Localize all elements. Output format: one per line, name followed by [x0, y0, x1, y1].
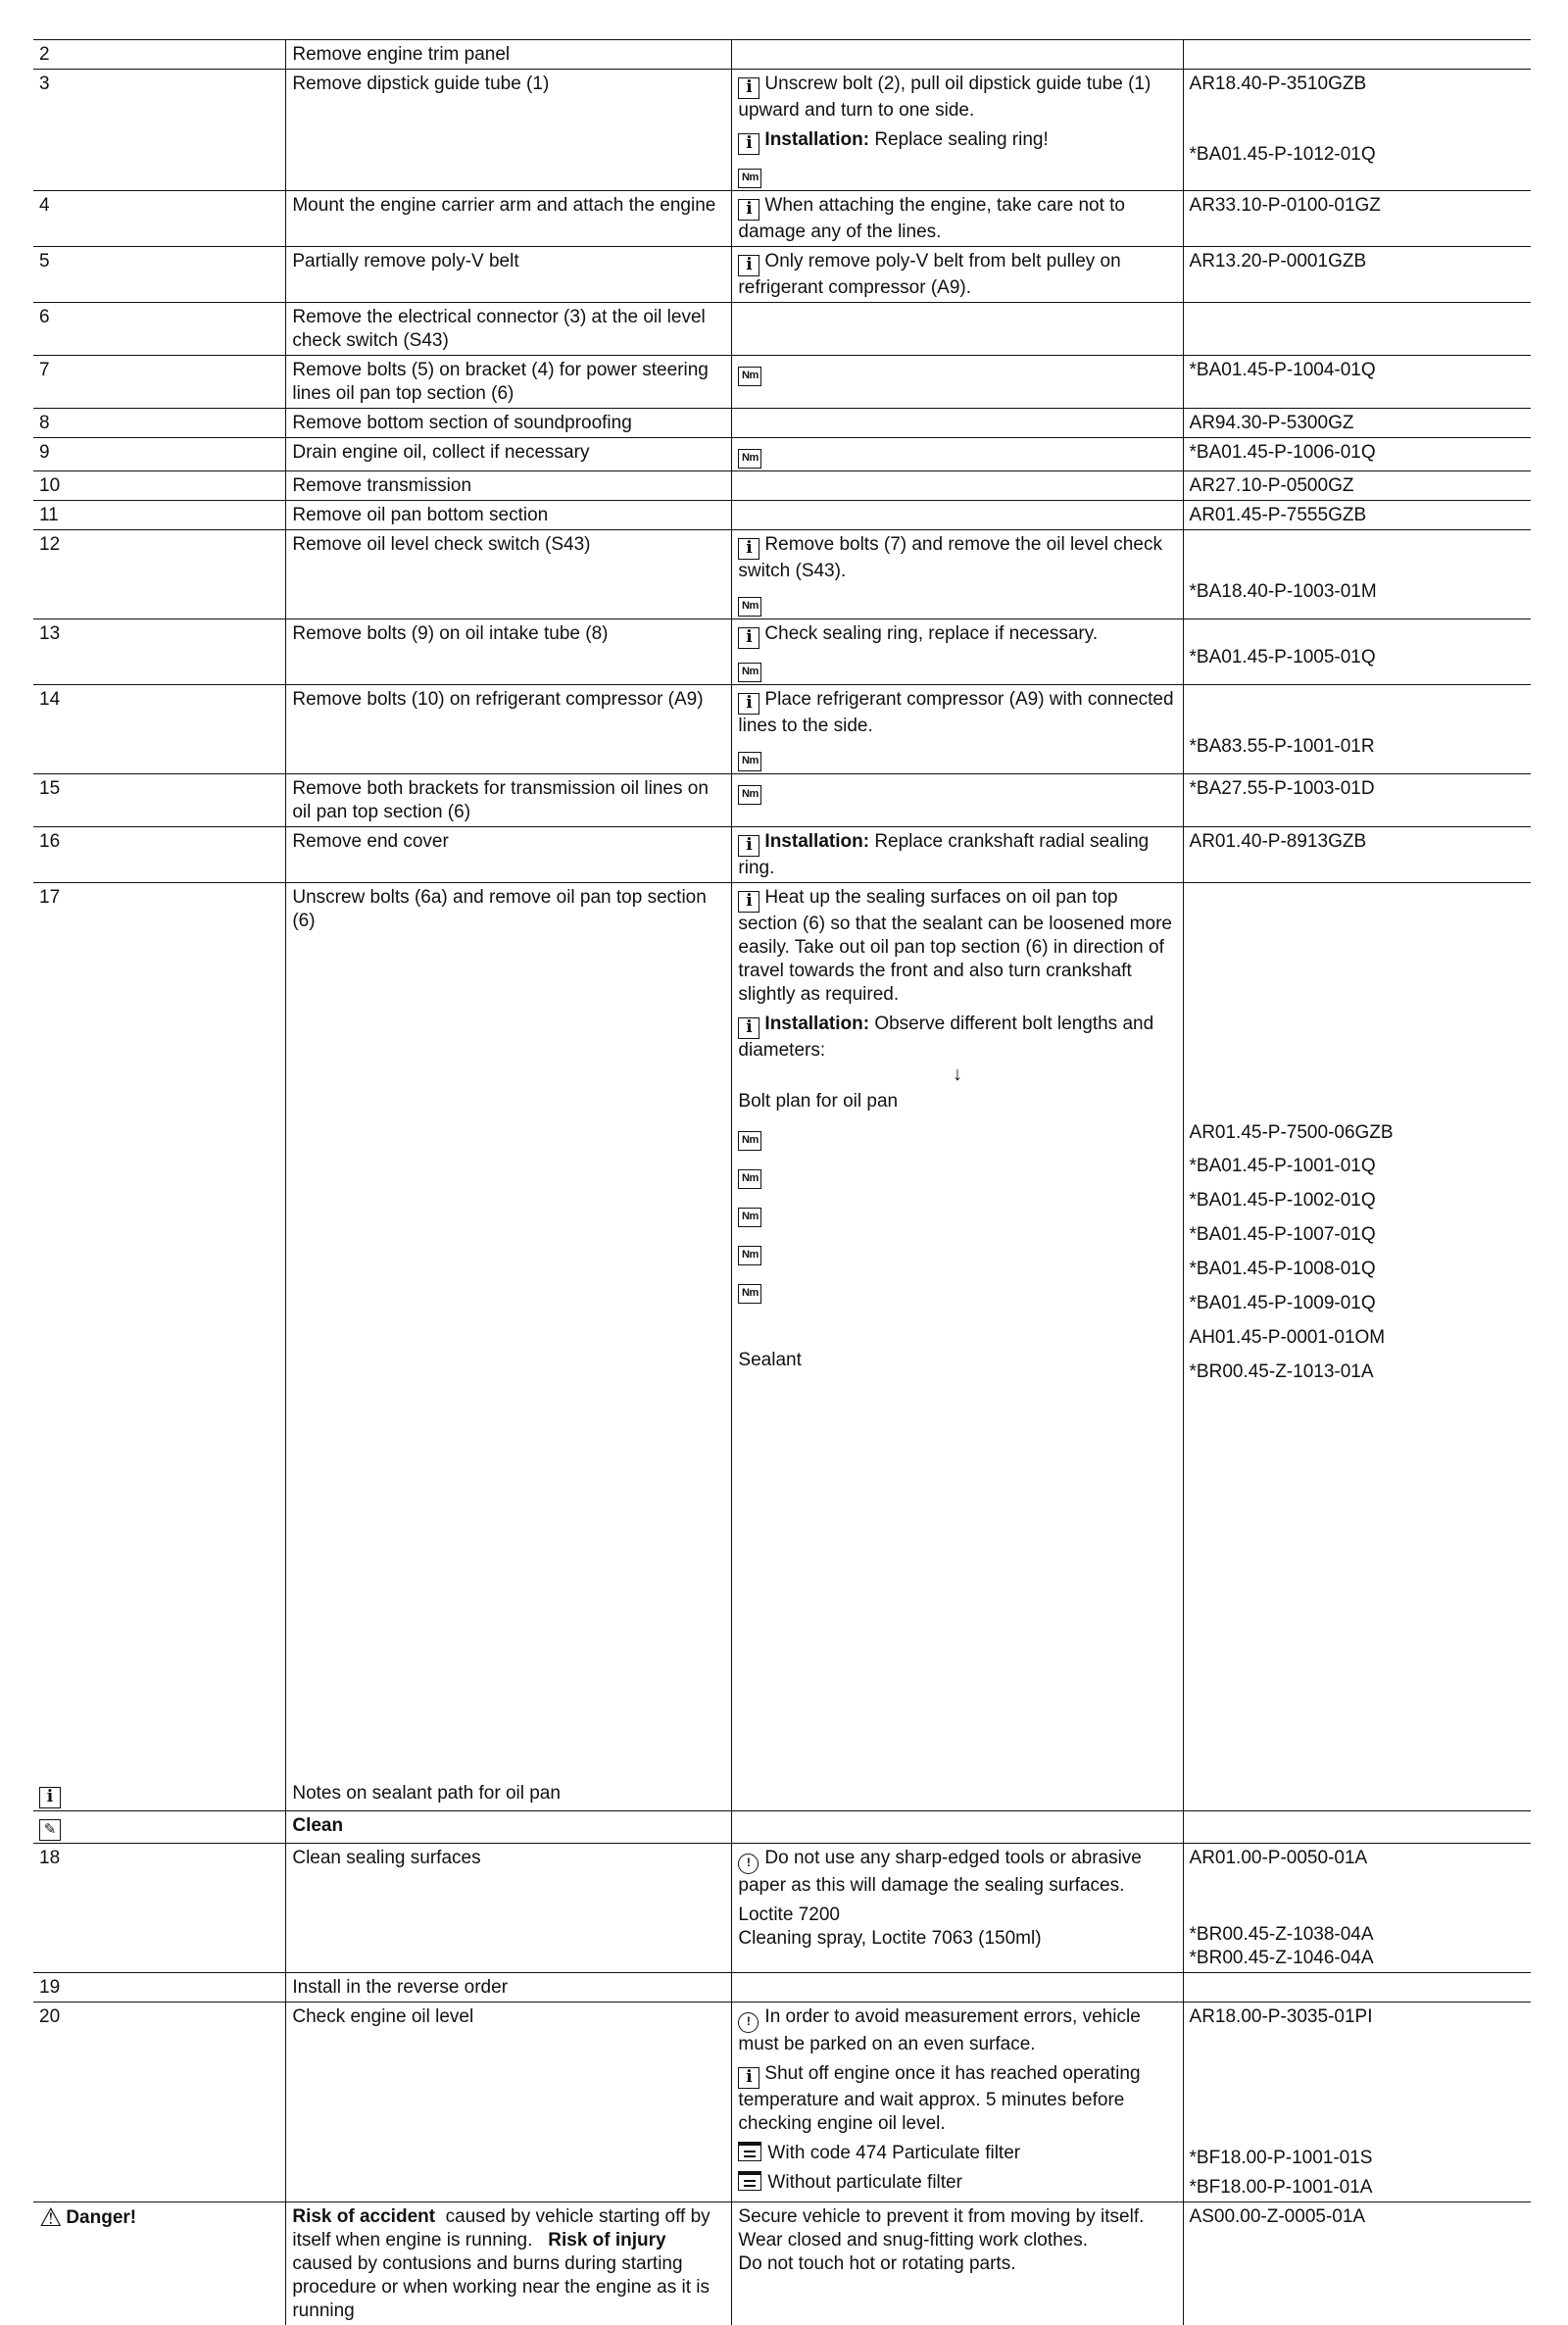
torque-nm-icon: Nm — [738, 169, 761, 188]
note-line — [738, 73, 1176, 123]
step-number: 11 — [39, 504, 279, 527]
reference-code: *BA01.45-P-1001-01Q — [1190, 1155, 1525, 1178]
action-text: Remove end cover — [292, 830, 725, 854]
table-row — [33, 501, 1531, 530]
reference-code: *BA01.45-P-1007-01Q — [1190, 1223, 1525, 1247]
table-row — [33, 883, 1531, 1811]
note-bold: Installation: — [764, 831, 869, 852]
info-icon: i — [738, 627, 760, 649]
reference-code: AR01.45-P-7555GZB — [1190, 504, 1525, 527]
torque-nm-icon: Nm — [738, 1284, 761, 1304]
note-line — [738, 622, 1176, 649]
note-line — [738, 533, 1176, 583]
step-number: 3 — [39, 73, 279, 96]
note-bold: Installation: — [764, 129, 869, 150]
reference-code: *BA01.45-P-1005-01Q — [1190, 646, 1525, 669]
action-text: Clean sealing surfaces — [292, 1847, 725, 1870]
reference-code: *BA01.45-P-1004-01Q — [1190, 359, 1525, 382]
info-icon: i — [738, 2067, 760, 2089]
reference-code: *BR00.45-Z-1046-04A — [1190, 1947, 1525, 1970]
table-row — [33, 40, 1531, 70]
ref-spacer — [1190, 688, 1525, 712]
reference-code: *BA01.45-P-1008-01Q — [1190, 1258, 1525, 1281]
ref-spacer — [1190, 622, 1525, 646]
torque-nm-icon: Nm — [738, 752, 761, 771]
note-text: In order to avoid measurement errors, vehicle must be parked on an even surface. — [738, 2006, 1140, 2054]
torque-nm-icon: Nm — [738, 1208, 761, 1227]
step-number: 10 — [39, 474, 279, 498]
reference-code: AR18.40-P-3510GZB — [1190, 73, 1525, 96]
risk-bold: Risk of accident — [292, 2206, 435, 2227]
table-row — [33, 70, 1531, 191]
reference-code: AR01.45-P-7500-06GZB — [1190, 1121, 1525, 1145]
note-line — [738, 194, 1176, 244]
action-text: Check engine oil level — [292, 2005, 725, 2029]
reference-code: *BA83.55-P-1001-01R — [1190, 735, 1525, 759]
action-text: Remove the electrical connector (3) at the oil level check switch (S43) — [292, 306, 725, 353]
arrow-down-icon: ↓ — [738, 1063, 1176, 1086]
measure-text: Wear closed and snug-fitting work clothes. — [738, 2229, 1176, 2252]
variant-text: With code 474 Particulate filter — [767, 2143, 1020, 2163]
info-icon: i — [738, 891, 760, 913]
note-text: Replace crankshaft radial sealing ring. — [738, 831, 1149, 878]
note-line — [738, 250, 1176, 300]
reference-code: AS00.00-Z-0005-01A — [1190, 2205, 1525, 2229]
step-number: 17 — [39, 886, 279, 910]
reference-code: *BA18.40-P-1003-01M — [1190, 580, 1525, 604]
reference-code: *BR00.45-Z-1038-04A — [1190, 1923, 1525, 1947]
action-text: Remove engine trim panel — [292, 43, 725, 67]
table-row — [33, 1973, 1531, 2003]
action-text: Remove bolts (5) on bracket (4) for power steering lines oil pan top section (6) — [292, 359, 725, 406]
note-text: Check sealing ring, replace if necessary. — [764, 623, 1098, 644]
info-label: Notes on sealant path for oil pan — [292, 1782, 725, 1806]
material-name: Cleaning spray, Loctite 7063 (150ml) — [738, 1927, 1176, 1951]
sealant-label: Sealant — [738, 1349, 1176, 1372]
action-text: Partially remove poly-V belt — [292, 250, 725, 273]
note-line — [738, 161, 1176, 188]
info-icon: i — [738, 835, 760, 857]
reference-code: AR18.00-P-3035-01PI — [1190, 2005, 1525, 2029]
ref-spacer — [1190, 533, 1525, 557]
step-number: 13 — [39, 622, 279, 646]
note-text: Shut off engine once it has reached operating temperature and wait approx. 5 minutes before checking engine oil level. — [738, 2063, 1140, 2134]
action-text: Unscrew bolts (6a) and remove oil pan top section (6) — [292, 886, 725, 933]
table-row — [33, 774, 1531, 827]
step-number: 6 — [39, 306, 279, 329]
variant-text: Without particulate filter — [767, 2172, 962, 2193]
table-row — [33, 827, 1531, 883]
torque-nm-icon: Nm — [738, 785, 761, 805]
torque-nm-icon: Nm — [738, 367, 761, 386]
reference-code: *BA27.55-P-1003-01D — [1190, 777, 1525, 801]
action-text: Drain engine oil, collect if necessary — [292, 441, 725, 465]
note-line — [738, 688, 1176, 738]
note-text: Place refrigerant compressor (A9) with connected lines to the side. — [738, 689, 1173, 736]
bolt-plan-label: Bolt plan for oil pan — [738, 1090, 1176, 1113]
step-number: 14 — [39, 688, 279, 712]
procedure-table-tail — [33, 883, 1531, 2325]
table-row — [33, 685, 1531, 774]
step-number: 5 — [39, 250, 279, 273]
torque-nm-icon: Nm — [738, 449, 761, 469]
note-line — [738, 359, 1176, 386]
action-text: Remove bolts (10) on refrigerant compressor (A9) — [292, 688, 725, 712]
note-line — [738, 777, 1176, 805]
info-icon: i — [738, 538, 760, 560]
step-number: 20 — [39, 2005, 279, 2029]
info-icon: i — [738, 199, 760, 221]
action-text: Remove oil level check switch (S43) — [292, 533, 725, 557]
note-line — [738, 830, 1176, 880]
table-row — [33, 2202, 1531, 2325]
table-row — [33, 1811, 1531, 1844]
reference-code: *BR00.45-Z-1013-01A — [1190, 1360, 1525, 1384]
action-text: Remove both brackets for transmission oil lines on oil pan top section (6) — [292, 777, 725, 824]
action-text: Remove transmission — [292, 474, 725, 498]
step-number: 18 — [39, 1847, 279, 1870]
note-line — [738, 589, 1176, 617]
ref-spacer — [1190, 557, 1525, 580]
ref-spacer — [1190, 120, 1525, 143]
step-number: 19 — [39, 1976, 279, 2000]
danger-text — [292, 2205, 725, 2323]
note-line — [738, 744, 1176, 771]
procedure-sheet — [33, 39, 1531, 2325]
reference-code: AR94.30-P-5300GZ — [1190, 412, 1525, 435]
note-text: Heat up the sealing surfaces on oil pan top section (6) so that the sealant can be loosened more easily. Take out oil pan top section (6) in direction of travel towards the front and also turn crankshaft slightly as required. — [738, 887, 1172, 1005]
torque-nm-icon: Nm — [738, 1131, 761, 1151]
ref-spacer — [1190, 96, 1525, 120]
action-text: Mount the engine carrier arm and attach the engine — [292, 194, 725, 218]
table-row — [33, 2003, 1531, 2202]
table-row — [33, 1844, 1531, 1973]
note-line — [738, 655, 1176, 682]
data-book-icon — [738, 2171, 761, 2191]
table-row — [33, 409, 1531, 438]
action-text: Remove bottom section of soundproofing — [292, 412, 725, 435]
torque-nm-icon: Nm — [738, 597, 761, 617]
step-number: 12 — [39, 533, 279, 557]
measure-text: Do not touch hot or rotating parts. — [738, 2252, 1176, 2276]
action-text: Remove bolts (9) on oil intake tube (8) — [292, 622, 725, 646]
edit-icon: ✎ — [39, 1819, 61, 1841]
note-text: Replace sealing ring! — [869, 129, 1049, 150]
table-row — [33, 530, 1531, 619]
reference-code: *BA01.45-P-1006-01Q — [1190, 441, 1525, 465]
table-row — [33, 303, 1531, 356]
step-number: 7 — [39, 359, 279, 382]
table-row — [33, 438, 1531, 471]
material-name: Loctite 7200 — [738, 1904, 1176, 1927]
action-text: Install in the reverse order — [292, 1976, 725, 2000]
step-number: 9 — [39, 441, 279, 465]
risk-text: caused by vehicle starting off by itself when engine is running. — [292, 2206, 715, 2251]
step-number: 2 — [39, 43, 279, 67]
reference-code: *BA01.45-P-1012-01Q — [1190, 143, 1525, 167]
data-book-icon — [738, 2142, 761, 2161]
note-bold: Installation: — [764, 1014, 869, 1034]
note-text: Do not use any sharp-edged tools or abrasive paper as this will damage the sealing surfaces. — [738, 1848, 1141, 1896]
torque-nm-icon: Nm — [738, 1169, 761, 1189]
info-icon: i — [738, 255, 760, 276]
step-number: 8 — [39, 412, 279, 435]
info-icon: i — [738, 1017, 760, 1039]
step-number: 15 — [39, 777, 279, 801]
reference-code: AR33.10-P-0100-01GZ — [1190, 194, 1525, 218]
table-row — [33, 619, 1531, 685]
note-line — [738, 128, 1176, 155]
reference-code: AH01.45-P-0001-01OM — [1190, 1326, 1525, 1350]
reference-code: *BF18.00-P-1001-01A — [1190, 2176, 1525, 2200]
procedure-table-body — [33, 40, 1531, 883]
torque-nm-icon: Nm — [738, 663, 761, 682]
reference-code: *BF18.00-P-1001-01S — [1190, 2147, 1525, 2170]
info-icon: i — [738, 133, 760, 155]
table-row — [33, 191, 1531, 247]
torque-nm-icon: Nm — [738, 1246, 761, 1265]
note-line — [738, 441, 1176, 469]
note-text: When attaching the engine, take care not to damage any of the lines. — [738, 195, 1125, 242]
step-number: 16 — [39, 830, 279, 854]
note-text: Remove bolts (7) and remove the oil level check switch (S43). — [738, 534, 1162, 581]
ref-spacer — [1190, 712, 1525, 735]
reference-code: *BA01.45-P-1009-01Q — [1190, 1292, 1525, 1315]
info-icon: i — [738, 77, 760, 99]
action-text: Remove oil pan bottom section — [292, 504, 725, 527]
section-heading: Clean — [292, 1815, 343, 1836]
warning-triangle-icon: ⚠ — [39, 2202, 62, 2232]
reference-code: *BA01.45-P-1002-01Q — [1190, 1189, 1525, 1212]
action-text: Remove dipstick guide tube (1) — [292, 73, 725, 96]
danger-label: Danger! — [66, 2207, 136, 2228]
reference-code: AR13.20-P-0001GZB — [1190, 250, 1525, 273]
measure-text: Secure vehicle to prevent it from moving by itself. — [738, 2205, 1176, 2229]
info-icon: i — [39, 1787, 61, 1808]
note-text: Only remove poly-V belt from belt pulley on refrigerant compressor (A9). — [738, 251, 1120, 298]
step-number: 4 — [39, 194, 279, 218]
note-text: Unscrew bolt (2), pull oil dipstick guide tube (1) upward and turn to one side. — [738, 74, 1151, 121]
procedure-table — [33, 39, 1531, 2325]
table-row — [33, 247, 1531, 303]
risk-bold: Risk of injury — [548, 2230, 665, 2251]
table-row — [33, 471, 1531, 501]
table-row — [33, 356, 1531, 409]
info-icon: i — [738, 693, 760, 715]
risk-text: caused by contusions and burns during starting procedure or when working near the engine as it is running — [292, 2253, 710, 2321]
reference-code: AR01.40-P-8913GZB — [1190, 830, 1525, 854]
note-text: Observe different bolt lengths and diameters: — [738, 1014, 1153, 1061]
caution-icon: ! — [738, 2012, 759, 2033]
caution-icon: ! — [738, 1854, 759, 1874]
reference-code: AR01.00-P-0050-01A — [1190, 1847, 1525, 1870]
reference-code: AR27.10-P-0500GZ — [1190, 474, 1525, 498]
